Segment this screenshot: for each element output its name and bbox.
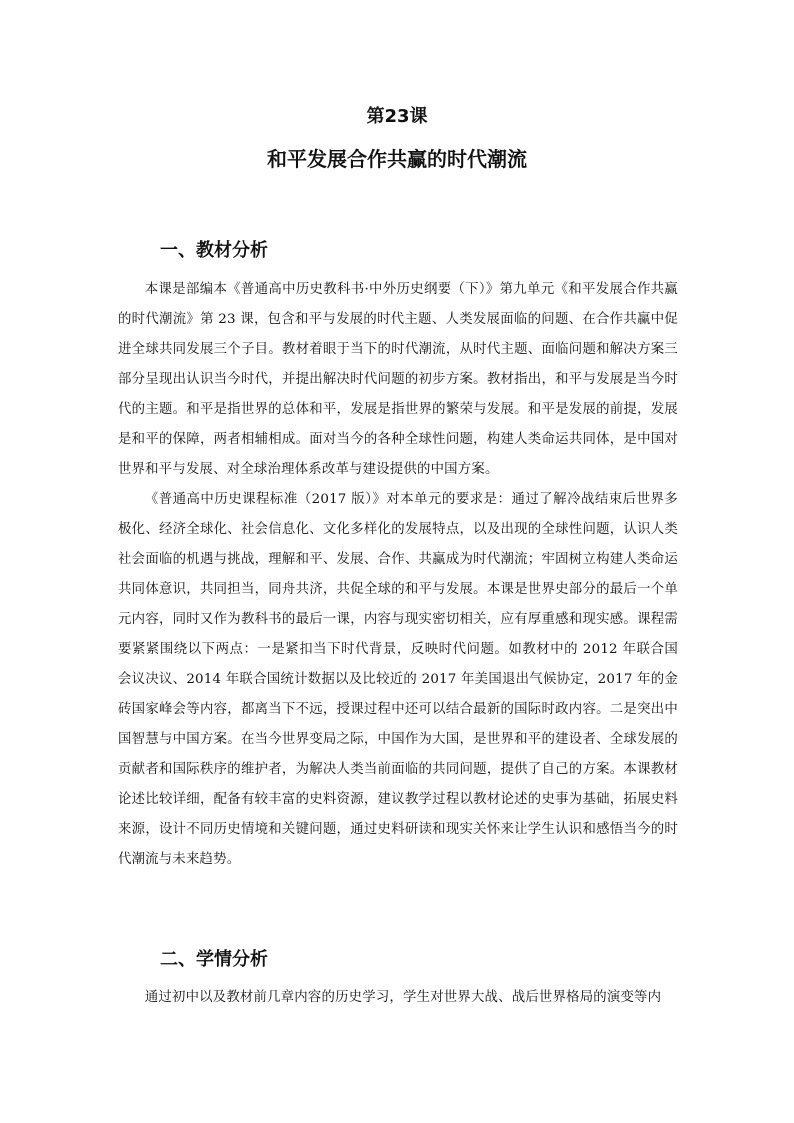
paragraph: 本课是部编本《普通高中历史教科书·中外历史纲要（下）》第九单元《和平发展合作共赢的时代潮流》第 23 课，包含和平与发展的时代主题、人类发展面临的问题、在合作共赢中促进全球共同发展三个子目。教材着眼于当下的时代潮流，从时代主题、面临问题和解决方案三部分呈现出认识当今时代，并提出解决时代问题的初步方案。教材指出，和平与发展是当今时代的主题。和平是指世界的总体和平，发展是指世界的繁荣与发展。和平是发展的前提，发展是和平的保障，两者相辅相成。面对当今的各种全球性问题，构建人类命运共同体，是中国对世界和平与发展、对全球治理体系改革与建设提供的中国方案。 [118, 282, 678, 477]
section-heading-textbook-analysis: 一、教材分析 [160, 240, 268, 261]
paragraph: 《普通高中历史课程标准（2017 版）》对本单元的要求是：通过了解冷战结束后世界多极化、经济全球化、社会信息化、文化多样化的发展特点，以及出现的全球性问题，认识人类社会面临的机遇与挑战，理解和平、发展、合作、共赢成为时代潮流；牢固树立构建人类命运共同体意识，共同担当，同舟共济，共促全球的和平与发展。本课是世界史部分的最后一个单元内容，同时又作为教科书的最后一课，内容与现实密切相关，应有厚重感和现实感。课程需要紧紧围绕以下两点：一是紧扣当下时代背景，反映时代问题。如教材中的 2012 年联合国会议决议、2014 年联合国统计数据以及比较近的 2017 年美国退出气候协定，2017 年的金砖国家峰会等内容，都离当下不远，授课过程中还可以结合最新的国际时政内容。二是突出中国智慧与中国方案。在当今世界变局之际，中国作为大国，是世界和平的建设者、全球发展的贡献者和国际秩序的维护者，为解决人类当前面临的共同问题，提供了自己的方案。本课教材论述比较详细，配备有较丰富的史料资源，建议教学过程以教材论述的史事为基础，拓展史料来源，设计不同历史情境和关键问题，通过史料研读和现实关怀来让学生认识和感悟当今的时代潮流与未来趋势。 [118, 492, 678, 867]
section-heading-student-analysis: 二、学情分析 [160, 949, 268, 970]
lesson-title: 和平发展合作共赢的时代潮流 [267, 147, 527, 171]
lesson-number: 第23课 [366, 106, 428, 127]
paragraph: 通过初中以及教材前几章内容的历史学习，学生对世界大战、战后世界格局的演变等内 [144, 990, 662, 1005]
